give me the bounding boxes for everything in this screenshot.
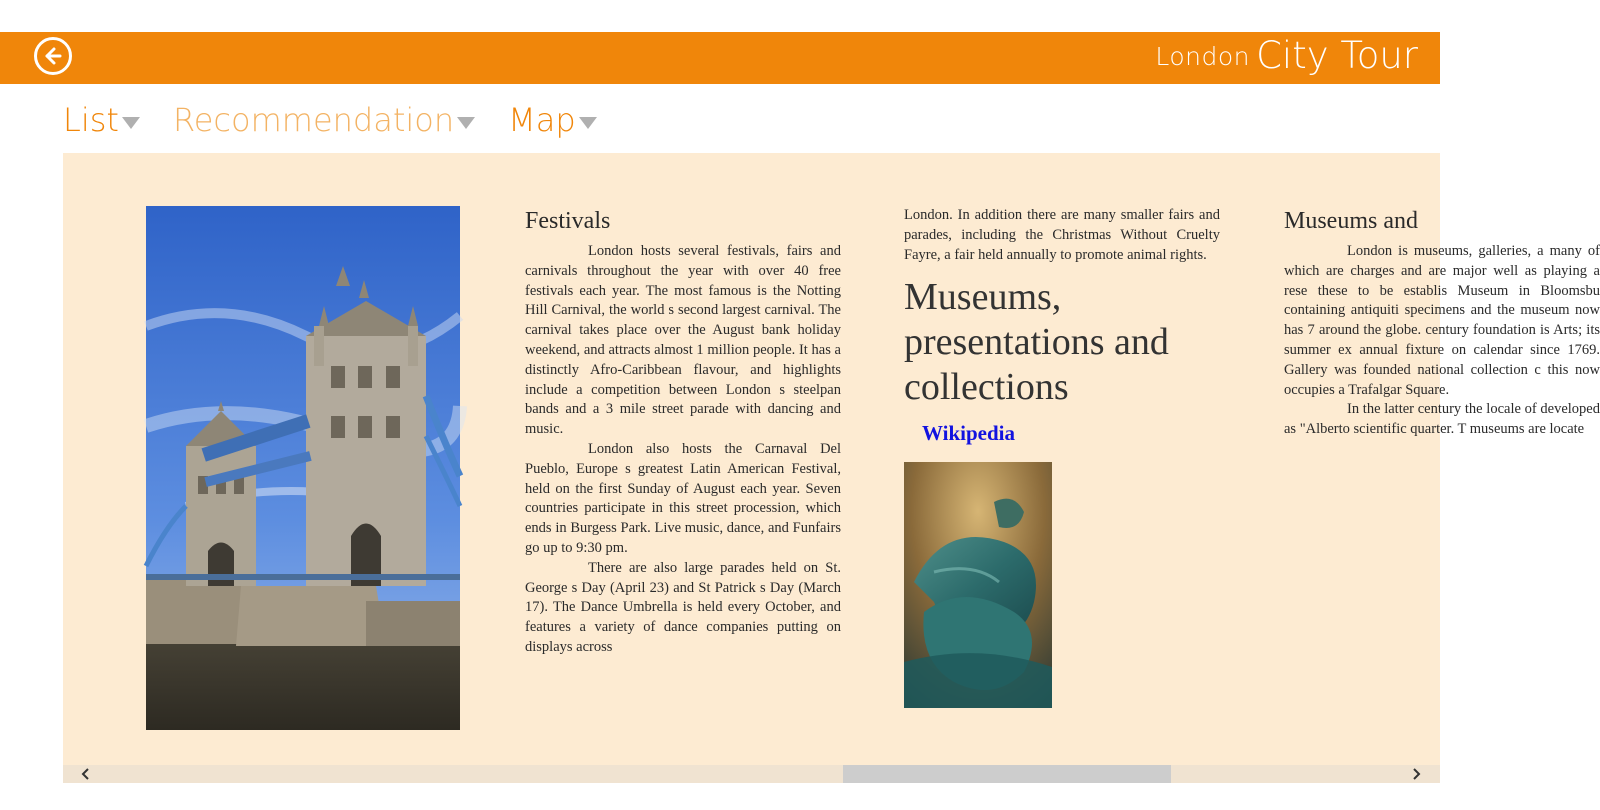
festivals-paragraph: There are also large parades held on St. George s Day (April 23) and St Patrick s Day (March 17). The Dance Umbrella is held every October, and features a variety of dance companies putting on displays across xyxy=(525,559,841,655)
museums-column xyxy=(1284,206,1600,440)
back-button[interactable] xyxy=(34,37,72,75)
continuation-column xyxy=(904,206,1220,708)
scroll-left-icon[interactable] xyxy=(79,767,93,781)
festivals-column xyxy=(525,206,841,658)
museums-heading: Museums and xyxy=(1284,208,1418,234)
festivals-continuation: London. In addition there are many smaller fairs and parades, including the Christmas Without Cruelty Fayre, a fair held annually to promote animal rights. xyxy=(904,207,1220,263)
festivals-heading: Festivals xyxy=(525,208,611,234)
museums-section-heading: Museums, presentations and collections xyxy=(904,276,1169,409)
nav-list-label: List xyxy=(63,101,119,139)
nav-map-label: Map xyxy=(508,101,576,139)
caret-down-icon xyxy=(121,116,141,130)
horizontal-scrollbar[interactable] xyxy=(63,765,1440,783)
city-name: London xyxy=(1155,42,1250,71)
festivals-paragraph: London also hosts the Carnaval Del Pueblo, Europe s greatest Latin American Festival, held on the first Sunday of August each year. Seven countries participate in this street procession, which ends in Burgess Park. Live music, dance, and Funfairs go up to 9:30 pm. xyxy=(525,440,841,556)
nav-map[interactable] xyxy=(508,101,598,139)
scroll-thumb[interactable] xyxy=(843,765,1171,783)
museums-paragraph: In the latter century the locale of developed as "Alberto scientific quarter. T museums are locate xyxy=(1284,401,1600,438)
app-title: City Tour xyxy=(1256,34,1418,77)
wikipedia-link[interactable]: Wikipedia xyxy=(922,421,1015,446)
scroll-right-icon[interactable] xyxy=(1409,767,1423,781)
fountain-sculpture-image xyxy=(904,462,1052,708)
caret-down-icon xyxy=(578,116,598,130)
app-bar xyxy=(0,32,1440,84)
museums-paragraph: London is museums, galleries, a many of which are charges and are major well as playing a rese these to be establis Museum in Bloomsbu containing antiquiti specimens and the museum now has 7 around the globe. century foundation is Arts; its summer ex annual fixture on calendar since 1769. Gallery was founded national collection c this now occupies a Trafalgar Square. xyxy=(1284,243,1600,398)
tower-bridge-image xyxy=(146,206,460,730)
nav-recommendation-label: Recommendation xyxy=(172,101,455,139)
back-arrow-icon xyxy=(43,46,63,66)
nav-recommendation[interactable] xyxy=(173,101,476,139)
article-panel[interactable] xyxy=(63,153,1600,765)
nav-list[interactable] xyxy=(63,101,141,139)
festivals-paragraph: London hosts several festivals, fairs and carnivals throughout the year with over 40 free festivals each year. The most famous is the Notting Hill Carnival, the world s second largest carnival. The carnival takes place over the August bank holiday weekend, and attracts almost 1 million people. It has a distinctly Afro-Caribbean flavour, and highlights include a competition between London s steelpan bands and a 3 mile street parade with dancing and music. xyxy=(525,243,841,438)
caret-down-icon xyxy=(456,116,476,130)
section-nav xyxy=(63,100,630,140)
